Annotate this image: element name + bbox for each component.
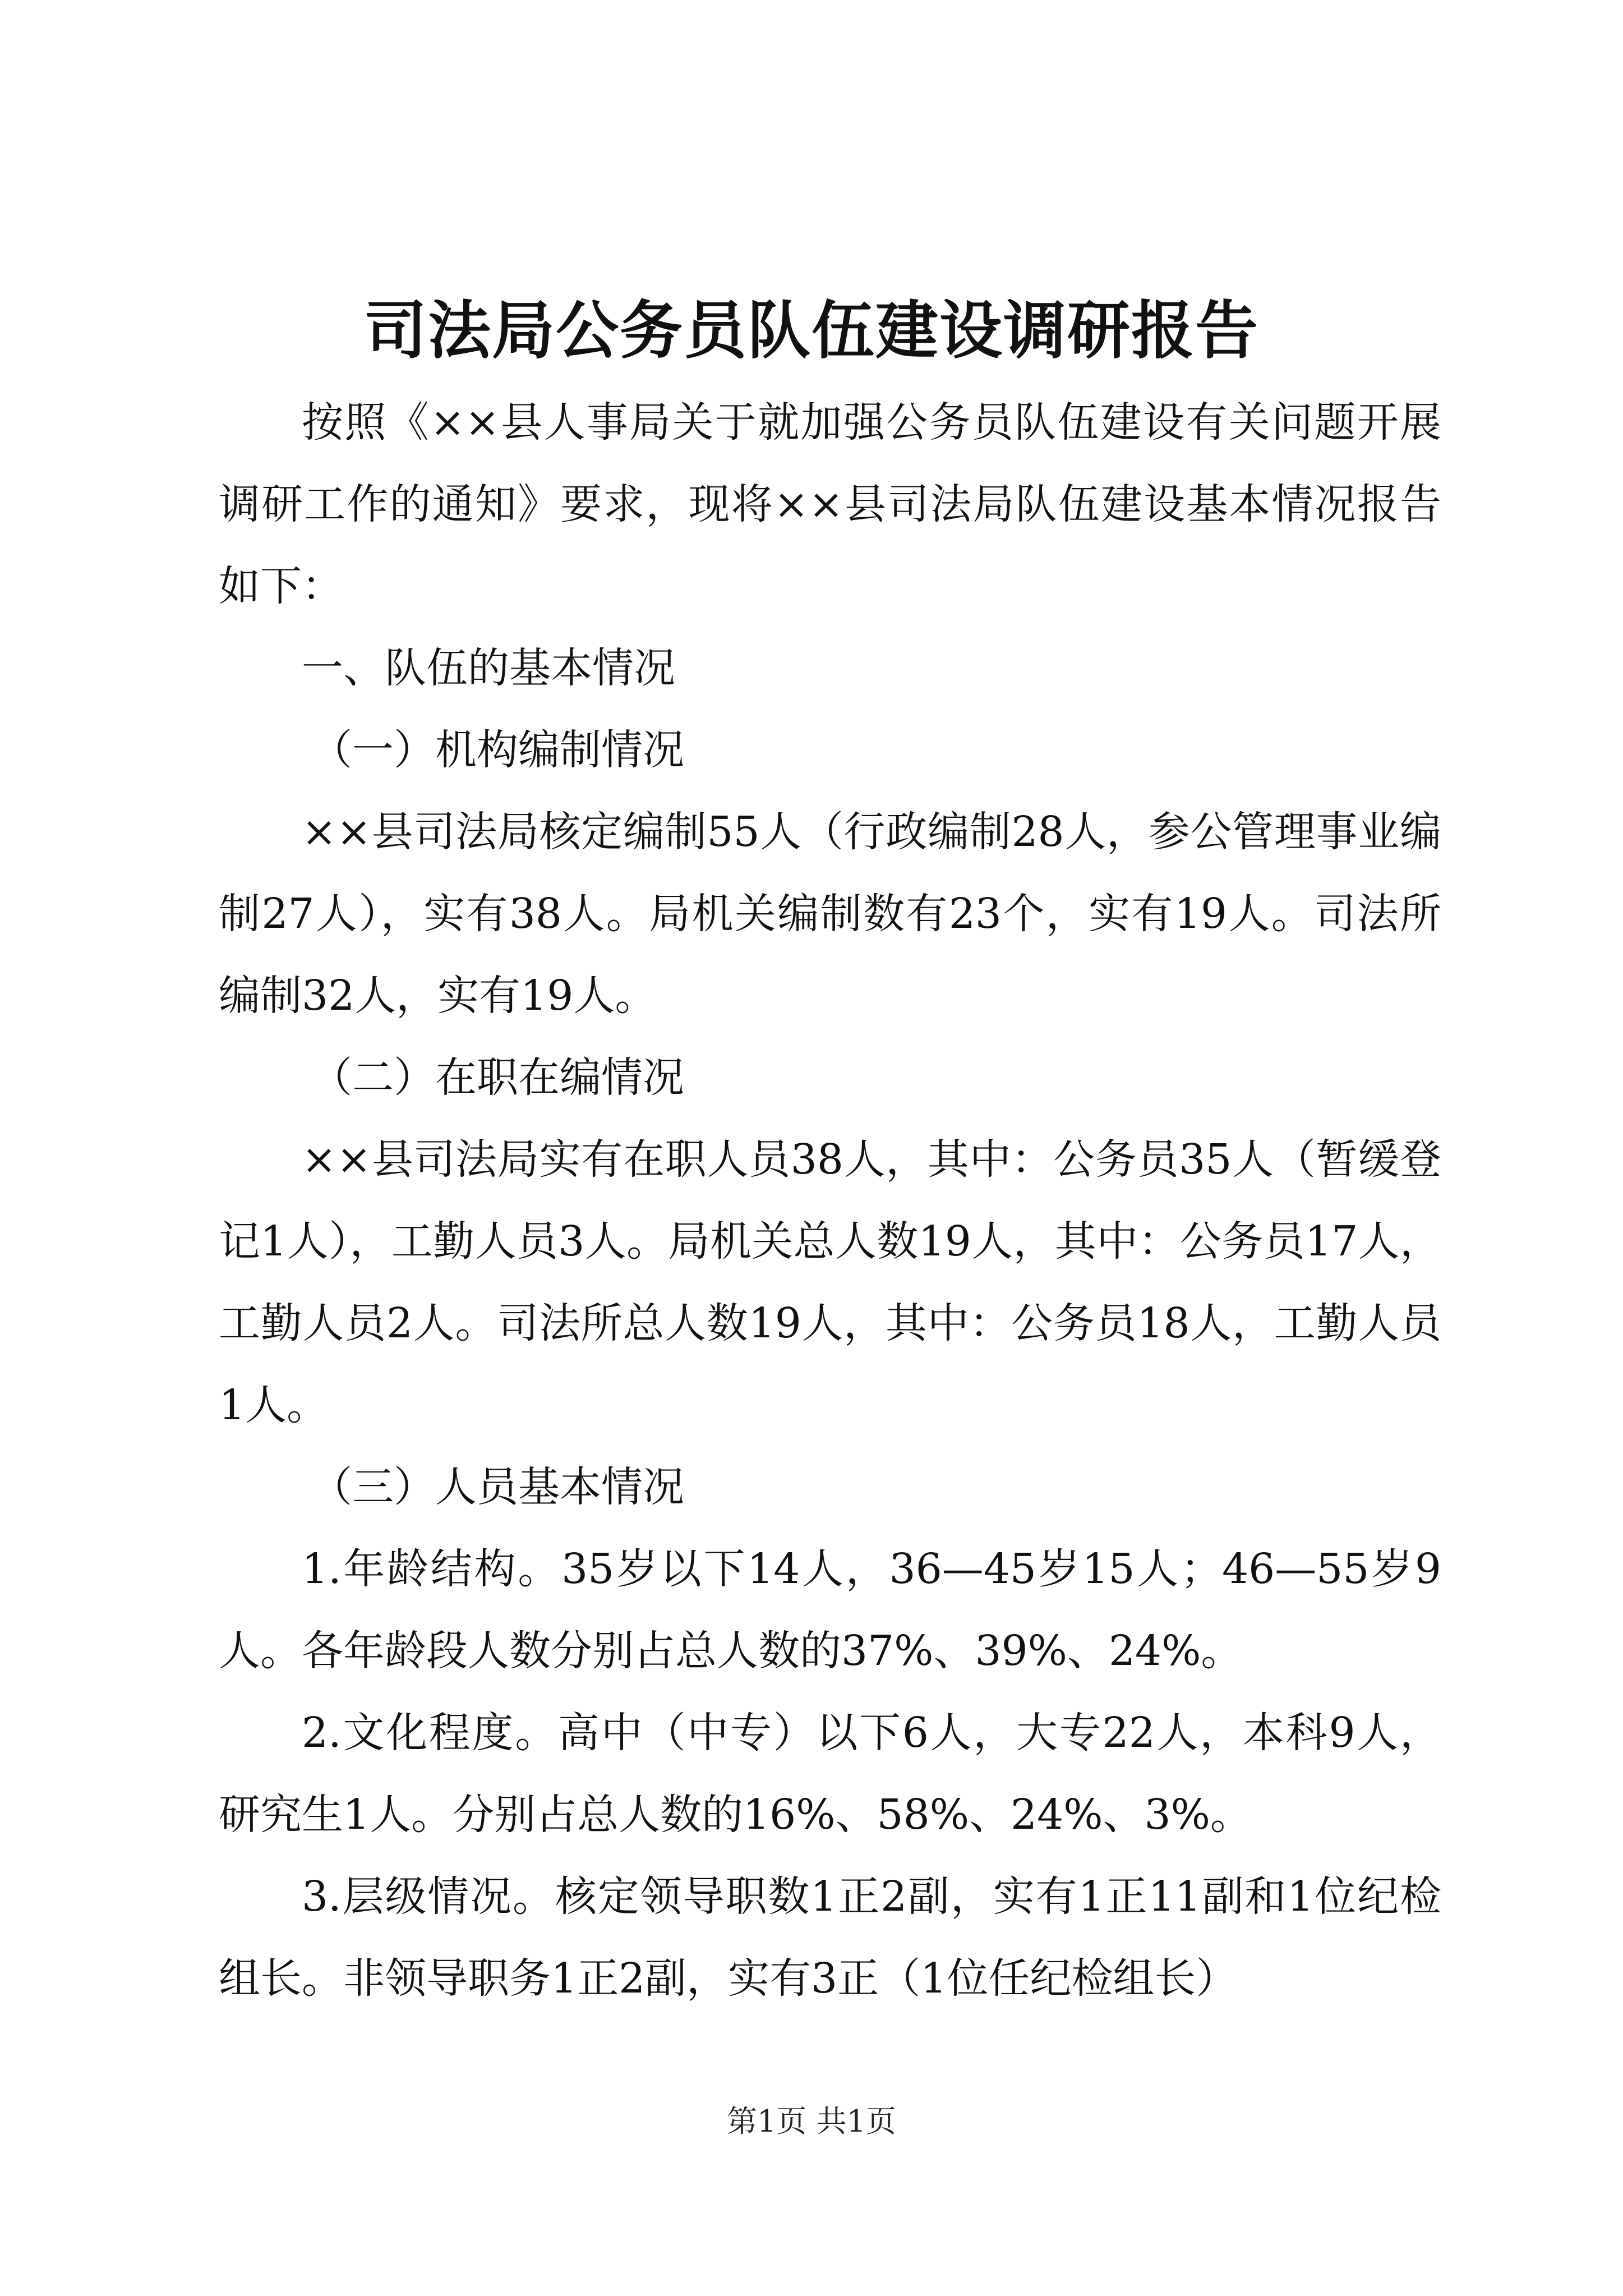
organization-paragraph: ××县司法局核定编制55人（行政编制28人，参公管理事业编制27人），实有38人。局机关编制数有23个，实有19人。司法所编制32人，实有19人。 [219, 808, 1441, 1020]
age-structure-paragraph: 1.年龄结构。35岁以下14人，36—45岁15人；46—55岁9人。各年龄段人数分别占总人数的37%、39%、24%。 [219, 1545, 1441, 1675]
rank-level-paragraph: 3.层级情况。核定领导职数1正2副，实有1正11副和1位纪检组长。非领导职务1正2副，实有3正（1位任纪检组长） [219, 1872, 1441, 2003]
document-title: 司法局公务员队伍建设调研报告 [364, 294, 1259, 367]
subsection-heading-staffing: （二）在职在编情况 [311, 1053, 684, 1102]
document-body [219, 381, 1441, 2019]
section-heading-basic-situation: 一、队伍的基本情况 [302, 644, 675, 692]
page-number-footer: 第1页 共1页 [727, 2104, 896, 2139]
subsection-heading-personnel: （三）人员基本情况 [311, 1463, 684, 1511]
staffing-paragraph: ××县司法局实有在职人员38人，其中：公务员35人（暂缓登记1人），工勤人员3人。局机关总人数19人，其中：公务员17人，工勤人员2人。司法所总人数19人，其中：公务员18人，工勤人员1人。 [219, 1135, 1441, 1429]
intro-paragraph: 按照《××县人事局关于就加强公务员队伍建设有关问题开展调研工作的通知》要求，现将××县司法局队伍建设基本情况报告如下： [219, 398, 1441, 610]
subsection-heading-organization: （一）机构编制情况 [311, 726, 684, 774]
education-paragraph: 2.文化程度。高中（中专）以下6人，大专22人，本科9人，研究生1人。分别占总人数的16%、58%、24%、3%。 [219, 1709, 1441, 1839]
